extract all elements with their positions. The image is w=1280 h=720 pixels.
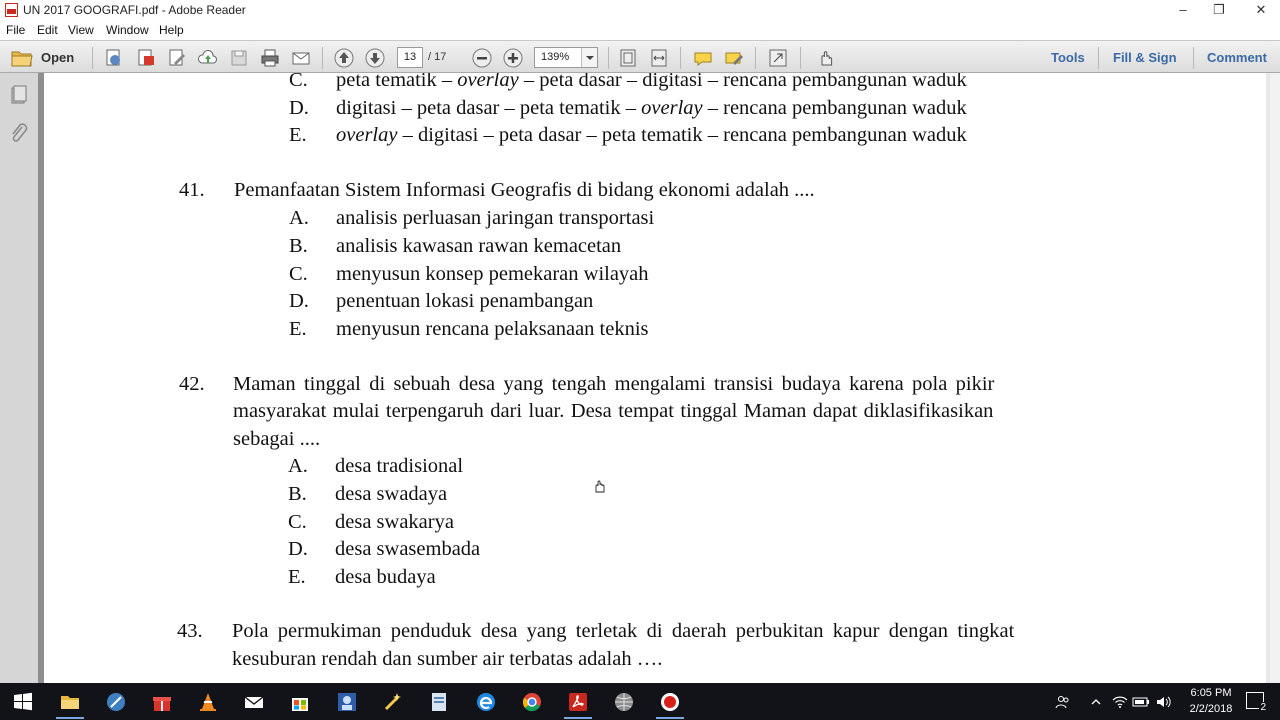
clock-date[interactable]: 2/2/2018 <box>1189 703 1233 715</box>
globe-icon <box>612 690 636 714</box>
menu-window[interactable]: Window <box>106 23 149 37</box>
plus-icon <box>502 47 524 69</box>
option-letter: D. <box>289 290 309 312</box>
feather-icon <box>104 690 128 714</box>
option-text: analisis kawasan rawan kemacetan <box>336 235 622 257</box>
taskbar-app-tool[interactable] <box>381 690 405 714</box>
chevron-down-icon[interactable] <box>581 48 597 67</box>
taskbar-mail[interactable] <box>242 690 266 714</box>
option-text: desa swakarya <box>335 511 454 533</box>
start-button[interactable] <box>11 690 35 714</box>
option-letter: C. <box>289 263 308 285</box>
email-button[interactable] <box>290 47 312 69</box>
chrome-icon <box>520 690 544 714</box>
taskbar-app-document[interactable] <box>427 690 451 714</box>
highlight-button[interactable] <box>723 47 745 69</box>
answer-text: digitasi – peta dasar – peta tematik – overlay – rencana pembangunan waduk <box>336 97 967 119</box>
notification-count: 2 <box>1260 702 1266 713</box>
next-page-button[interactable] <box>364 47 386 69</box>
fit-page-button[interactable] <box>617 47 639 69</box>
option-letter: C. <box>288 511 307 533</box>
option-letter: B. <box>289 235 308 257</box>
answer-letter: E. <box>289 124 307 146</box>
export-pdf-icon <box>135 47 157 69</box>
question-text: Pemanfaatan Sistem Informasi Geografis di bidang ekonomi adalah .... <box>234 179 815 201</box>
folder-icon <box>58 690 82 714</box>
option-text: analisis perluasan jaringan transportasi <box>336 207 655 229</box>
restore-button[interactable]: ❐ <box>1213 2 1225 17</box>
document-icon <box>427 690 451 714</box>
highlighter-icon <box>723 47 745 69</box>
question-text-line: masyarakat mulai terpengaruh dari luar. Desa tempat tinggal Maman dapat diklasifikasikan <box>233 400 994 422</box>
taskbar-app-person[interactable] <box>335 690 359 714</box>
cloud-upload-icon <box>197 47 219 69</box>
taskbar-app-globe[interactable] <box>612 690 636 714</box>
speech-bubble-icon <box>692 47 714 69</box>
people-icon[interactable] <box>1055 694 1071 710</box>
option-text: desa budaya <box>335 566 436 588</box>
zoom-select[interactable] <box>534 47 598 68</box>
wifi-icon[interactable] <box>1112 694 1128 710</box>
fit-width-icon <box>648 47 670 69</box>
taskbar <box>0 683 1280 720</box>
taskbar-adobe-reader[interactable] <box>566 690 590 714</box>
toolbar-separator <box>1193 47 1194 69</box>
toolbar-separator <box>92 47 93 69</box>
zoom-value: 139% <box>541 51 570 63</box>
zoom-out-button[interactable] <box>471 47 493 69</box>
answer-text: overlay – digitasi – peta dasar – peta tematik – rencana pembangunan waduk <box>336 124 967 146</box>
active-indicator <box>56 717 84 719</box>
option-letter: E. <box>289 318 307 340</box>
active-indicator <box>564 717 592 719</box>
minimize-button[interactable]: – <box>1179 2 1187 17</box>
comment-button[interactable] <box>692 47 714 69</box>
battery-icon[interactable] <box>1132 694 1150 710</box>
edit-pdf-icon <box>166 47 188 69</box>
fit-page-icon <box>617 47 639 69</box>
toolbar-separator <box>755 47 756 69</box>
answer-text: peta tematik – overlay – peta dasar – digitasi – rencana pembangunan waduk <box>336 73 967 91</box>
question-number: 41. <box>179 179 205 201</box>
comment-panel-link[interactable]: Comment <box>1207 50 1267 65</box>
toolbar-separator <box>800 47 801 69</box>
page-thumbnails-icon[interactable] <box>9 84 29 106</box>
zoom-in-button[interactable] <box>502 47 524 69</box>
save-icon <box>228 47 250 69</box>
taskbar-chrome[interactable] <box>520 690 544 714</box>
option-text: penentuan lokasi penambangan <box>336 290 594 312</box>
fit-width-button[interactable] <box>648 47 670 69</box>
question-text-line: sebagai .... <box>233 428 321 450</box>
option-text: menyusun konsep pemekaran wilayah <box>336 263 649 285</box>
paperclip-icon[interactable] <box>9 123 29 145</box>
clock-time[interactable]: 6:05 PM <box>1190 687 1232 699</box>
shopping-bag-icon <box>288 690 312 714</box>
volume-icon[interactable] <box>1155 694 1171 710</box>
active-indicator <box>656 717 684 719</box>
option-letter: A. <box>288 455 308 477</box>
arrow-up-icon <box>333 47 355 69</box>
option-letter: D. <box>288 538 308 560</box>
adobe-reader-icon <box>5 3 18 17</box>
toolbar-separator <box>1098 47 1099 69</box>
mail-icon <box>242 690 266 714</box>
fill-sign-panel-link[interactable]: Fill & Sign <box>1113 50 1177 65</box>
record-icon <box>658 690 682 714</box>
edit-pdf-button[interactable] <box>166 47 188 69</box>
taskbar-store[interactable] <box>288 690 312 714</box>
open-button[interactable] <box>8 47 80 69</box>
question-number: 42. <box>179 373 205 395</box>
option-text: menyusun rencana pelaksanaan teknis <box>336 318 649 340</box>
option-text: desa swasembada <box>335 538 481 560</box>
windows-icon <box>11 690 35 714</box>
toolbar <box>0 40 1280 73</box>
hand-icon <box>815 47 837 69</box>
question-text-line: Maman tinggal di sebuah desa yang tengah mengalami transisi budaya karena pola pikir <box>233 373 995 395</box>
taskbar-file-explorer[interactable] <box>58 690 82 714</box>
folder-icon <box>10 47 34 69</box>
toolbar-separator <box>680 47 681 69</box>
option-letter: A. <box>289 207 309 229</box>
adobe-reader-icon <box>566 690 590 714</box>
chevron-up-icon[interactable] <box>1090 696 1102 708</box>
question-number: 43. <box>177 620 203 642</box>
window-title: UN 2017 GOOGRAFI.pdf - Adobe Reader <box>23 3 246 17</box>
taskbar-app-feather[interactable] <box>104 690 128 714</box>
print-button[interactable] <box>259 47 281 69</box>
full-screen-button[interactable] <box>767 47 789 69</box>
toolbar-separator <box>608 47 609 69</box>
open-label: Open <box>41 50 75 65</box>
question-text-line: kesuburan rendah dan sumber air terbatas adalah …. <box>232 648 663 670</box>
taskbar-vlc[interactable] <box>196 690 220 714</box>
menu-file[interactable]: File <box>6 23 26 37</box>
action-center-button[interactable] <box>1246 692 1266 713</box>
hand-cursor-icon <box>592 478 608 494</box>
title-bar <box>0 0 1280 20</box>
save-button[interactable] <box>228 47 250 69</box>
cloud-upload-button[interactable] <box>197 47 219 69</box>
navigation-panel <box>0 73 38 683</box>
menu-help[interactable]: Help <box>159 23 184 37</box>
menu-bar <box>0 20 1280 40</box>
menu-edit[interactable]: Edit <box>37 23 58 37</box>
answer-letter: C. <box>289 73 308 91</box>
close-button[interactable]: ✕ <box>1255 2 1267 17</box>
page-number-input[interactable]: 13 <box>397 47 423 68</box>
menu-view[interactable]: View <box>68 23 94 37</box>
print-icon <box>259 47 281 69</box>
option-letter: E. <box>288 566 306 588</box>
envelope-icon <box>290 47 312 69</box>
export-pdf-button[interactable] <box>135 47 157 69</box>
expand-icon <box>767 47 789 69</box>
pdf-page[interactable] <box>44 73 1266 683</box>
arrow-down-icon <box>364 47 386 69</box>
person-icon <box>335 690 359 714</box>
traffic-cone-icon <box>196 690 220 714</box>
previous-page-button[interactable] <box>333 47 355 69</box>
page-total: / 17 <box>428 51 447 63</box>
option-text: desa swadaya <box>335 483 448 505</box>
toolbar-separator <box>322 47 323 69</box>
answer-letter: D. <box>289 97 309 119</box>
option-text: desa tradisional <box>335 455 464 477</box>
gift-icon <box>150 690 174 714</box>
tools-panel-link[interactable]: Tools <box>1051 50 1085 65</box>
taskbar-screen-recorder[interactable] <box>658 690 682 714</box>
create-pdf-button[interactable] <box>103 47 125 69</box>
create-pdf-icon <box>103 47 125 69</box>
wand-icon <box>381 690 405 714</box>
right-panel-edge <box>1270 73 1280 683</box>
taskbar-edge[interactable] <box>474 690 498 714</box>
edge-icon <box>474 690 498 714</box>
minus-icon <box>471 47 493 69</box>
taskbar-app-gift[interactable] <box>150 690 174 714</box>
option-letter: B. <box>288 483 307 505</box>
hand-tool-button[interactable] <box>815 47 837 69</box>
question-text-line: Pola permukiman penduduk desa yang terletak di daerah perbukitan kapur dengan tingkat <box>232 620 1015 642</box>
